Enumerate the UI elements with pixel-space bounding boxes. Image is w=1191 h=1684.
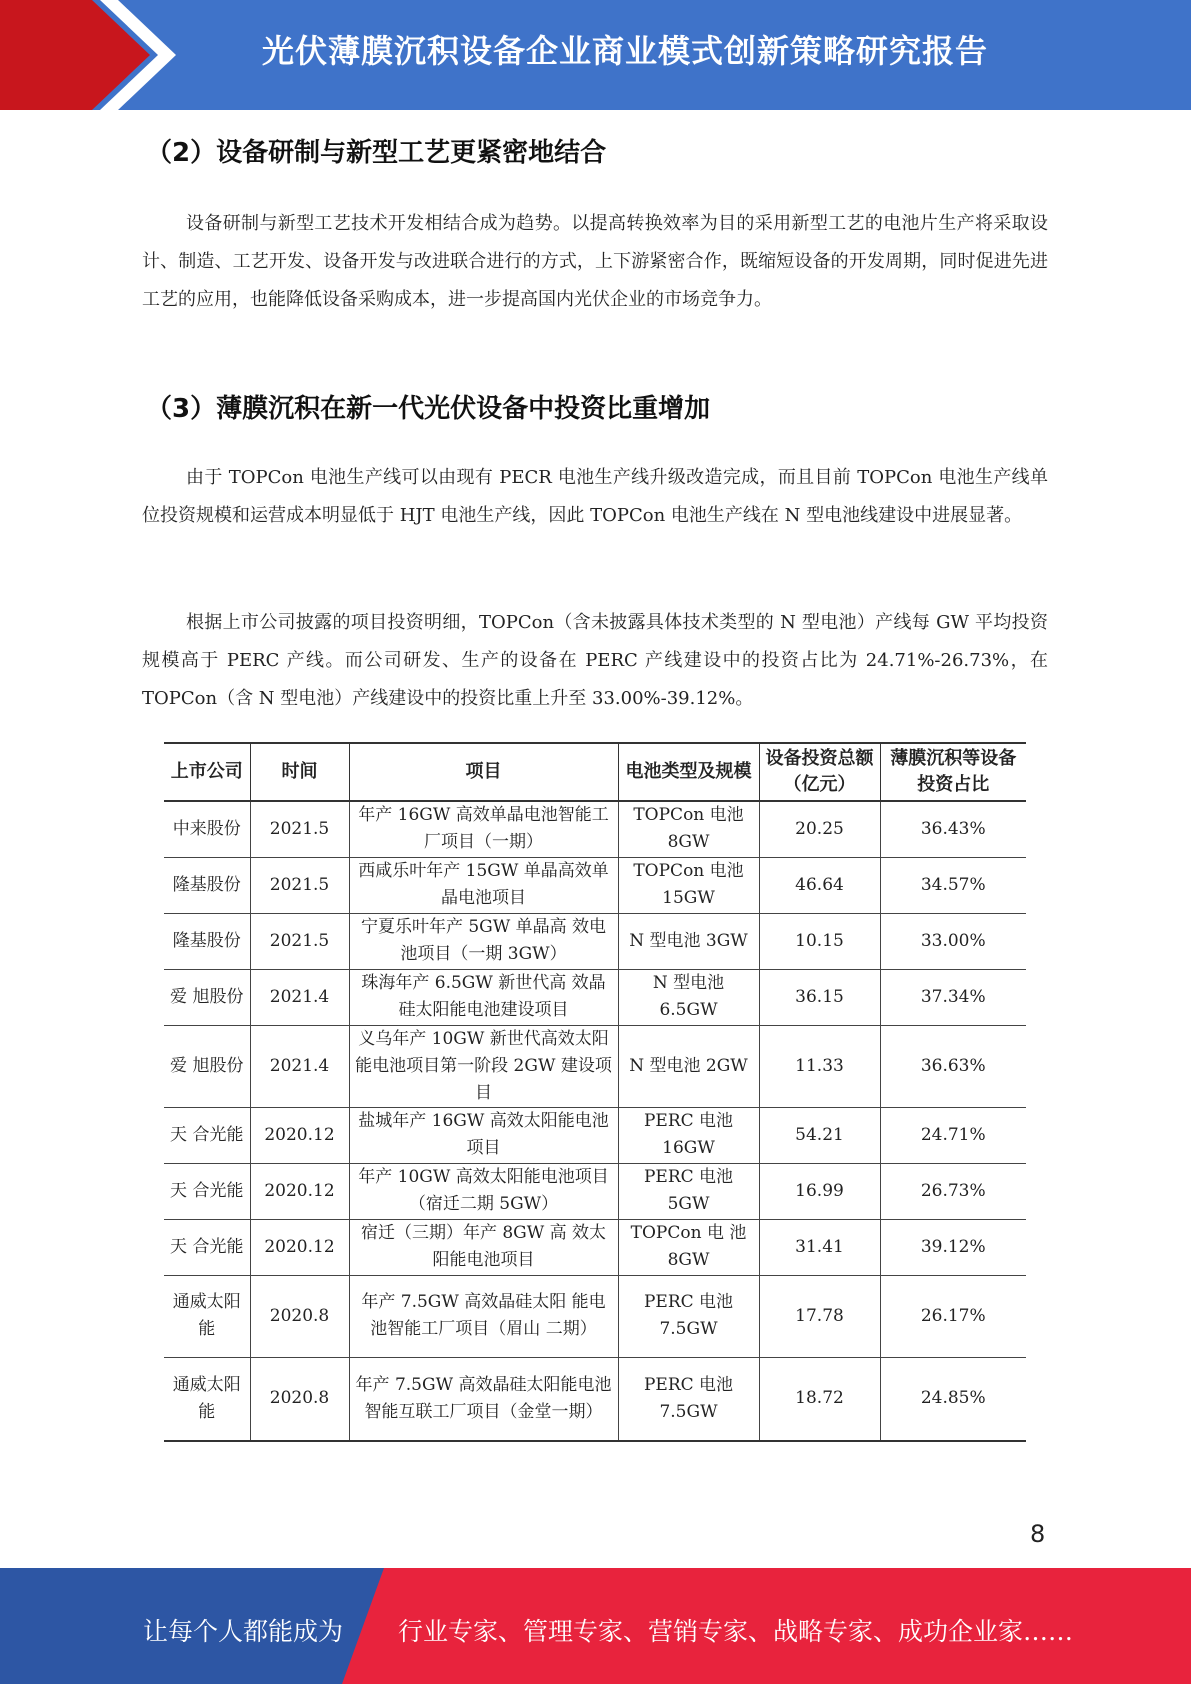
table-row bbox=[164, 857, 1026, 913]
cell-project: 年产 16GW 高效单晶电池智能工厂项目（一期） bbox=[349, 801, 618, 857]
cell-battery: PERC 电池 7.5GW bbox=[618, 1357, 759, 1441]
cell-battery: PERC 电池 16GW bbox=[618, 1107, 759, 1163]
footer-slogan-right: 行业专家、管理专家、营销专家、战略专家、成功企业家…… bbox=[398, 1617, 1074, 1646]
cell-project: 义乌年产 10GW 新世代高效太阳能电池项目第一阶段 2GW 建设项目 bbox=[349, 1025, 618, 1107]
section-3-paragraph-2: 根据上市公司披露的项目投资明细，TOPCon（含未披露具体技术类型的 N 型电池）产线每 GW 平均投资规模高于 PERC 产线。而公司研发、生产的设备在 PERC 产线建设中的投资占比为 24.71%-26.73%，在 TOPCon（含 N 型电池）产线建设中的投资比重上升至 33.00%-39.12%。 bbox=[142, 612, 1048, 709]
cell-ratio: 24.71% bbox=[880, 1107, 1026, 1163]
section-3-paragraph-1: 由于 TOPCon 电池生产线可以由现有 PECR 电池生产线升级改造完成，而且目前 TOPCon 电池生产线单位投资规模和运营成本明显低于 HJT 电池生产线，因此 TOPCon 电池生产线在 N 型电池线建设中进展显著。 bbox=[142, 467, 1048, 526]
cell-investment: 54.21 bbox=[759, 1107, 880, 1163]
cell-investment: 20.25 bbox=[759, 801, 880, 857]
cell-company: 通威太阳能 bbox=[164, 1275, 250, 1357]
column-header-investment: 设备投资总额（亿元） bbox=[759, 743, 880, 801]
cell-investment: 17.78 bbox=[759, 1275, 880, 1357]
investment-table bbox=[164, 742, 1026, 1442]
cell-ratio: 34.57% bbox=[880, 857, 1026, 913]
cell-ratio: 36.63% bbox=[880, 1025, 1026, 1107]
cell-time: 2020.12 bbox=[250, 1219, 349, 1275]
cell-ratio: 26.73% bbox=[880, 1163, 1026, 1219]
table-row bbox=[164, 1357, 1026, 1441]
table-row bbox=[164, 1163, 1026, 1219]
cell-project: 盐城年产 16GW 高效太阳能电池项目 bbox=[349, 1107, 618, 1163]
cell-time: 2021.5 bbox=[250, 913, 349, 969]
column-header-ratio: 薄膜沉积等设备投资占比 bbox=[880, 743, 1026, 801]
cell-project: 珠海年产 6.5GW 新世代高 效晶硅太阳能电池建设项目 bbox=[349, 969, 618, 1025]
cell-ratio: 26.17% bbox=[880, 1275, 1026, 1357]
cell-time: 2021.5 bbox=[250, 801, 349, 857]
cell-ratio: 39.12% bbox=[880, 1219, 1026, 1275]
cell-company: 爱 旭股份 bbox=[164, 1025, 250, 1107]
cell-investment: 18.72 bbox=[759, 1357, 880, 1441]
cell-project: 年产 7.5GW 高效晶硅太阳 能电池智能工厂项目（眉山 二期） bbox=[349, 1275, 618, 1357]
cell-project: 年产 10GW 高效太阳能电池项目（宿迁二期 5GW） bbox=[349, 1163, 618, 1219]
table-row bbox=[164, 1219, 1026, 1275]
cell-company: 爱 旭股份 bbox=[164, 969, 250, 1025]
page-footer bbox=[0, 1568, 1191, 1684]
cell-project: 西咸乐叶年产 15GW 单晶高效单晶电池项目 bbox=[349, 857, 618, 913]
cell-project: 宁夏乐叶年产 5GW 单晶高 效电池项目（一期 3GW） bbox=[349, 913, 618, 969]
cell-investment: 36.15 bbox=[759, 969, 880, 1025]
cell-company: 隆基股份 bbox=[164, 913, 250, 969]
cell-battery: TOPCon 电池 8GW bbox=[618, 801, 759, 857]
cell-battery: N 型电池 6.5GW bbox=[618, 969, 759, 1025]
cell-battery: TOPCon 电 池 8GW bbox=[618, 1219, 759, 1275]
cell-ratio: 33.00% bbox=[880, 913, 1026, 969]
cell-investment: 46.64 bbox=[759, 857, 880, 913]
table-row bbox=[164, 913, 1026, 969]
cell-company: 隆基股份 bbox=[164, 857, 250, 913]
table-row bbox=[164, 1025, 1026, 1107]
cell-company: 天 合光能 bbox=[164, 1107, 250, 1163]
cell-time: 2020.12 bbox=[250, 1163, 349, 1219]
footer-slogan-left: 让每个人都能成为 bbox=[143, 1617, 344, 1646]
cell-company: 天 合光能 bbox=[164, 1163, 250, 1219]
table-row bbox=[164, 1107, 1026, 1163]
cell-time: 2021.4 bbox=[250, 1025, 349, 1107]
cell-company: 中来股份 bbox=[164, 801, 250, 857]
page-number: 8 bbox=[1030, 1520, 1046, 1548]
cell-time: 2021.5 bbox=[250, 857, 349, 913]
cell-time: 2021.4 bbox=[250, 969, 349, 1025]
document-title: 光伏薄膜沉积设备企业商业模式创新策略研究报告 bbox=[262, 32, 989, 70]
cell-time: 2020.8 bbox=[250, 1357, 349, 1441]
section-2-paragraph: 设备研制与新型工艺技术开发相结合成为趋势。以提高转换效率为目的采用新型工艺的电池片生产将采取设计、制造、工艺开发、设备开发与改进联合进行的方式，上下游紧密合作，既缩短设备的开发周期，同时促进先进工艺的应用，也能降低设备采购成本，进一步提高国内光伏企业的市场竞争力。 bbox=[142, 213, 1048, 310]
cell-time: 2020.12 bbox=[250, 1107, 349, 1163]
cell-battery: N 型电池 3GW bbox=[618, 913, 759, 969]
cell-battery: PERC 电池 5GW bbox=[618, 1163, 759, 1219]
cell-ratio: 24.85% bbox=[880, 1357, 1026, 1441]
cell-ratio: 36.43% bbox=[880, 801, 1026, 857]
table-header-row bbox=[164, 743, 1026, 801]
cell-project: 宿迁（三期）年产 8GW 高 效太阳能电池项目 bbox=[349, 1219, 618, 1275]
page-header bbox=[0, 0, 1191, 110]
column-header-battery: 电池类型及规模 bbox=[618, 743, 759, 801]
cell-company: 天 合光能 bbox=[164, 1219, 250, 1275]
section-3-heading: （3）薄膜沉积在新一代光伏设备中投资比重增加 bbox=[146, 394, 711, 424]
cell-project: 年产 7.5GW 高效晶硅太阳能电池智能互联工厂项目（金堂一期） bbox=[349, 1357, 618, 1441]
column-header-company: 上市公司 bbox=[164, 743, 250, 801]
cell-investment: 11.33 bbox=[759, 1025, 880, 1107]
table-row bbox=[164, 801, 1026, 857]
column-header-time: 时间 bbox=[250, 743, 349, 801]
cell-battery: TOPCon 电池 15GW bbox=[618, 857, 759, 913]
column-header-project: 项目 bbox=[349, 743, 618, 801]
table-row bbox=[164, 1275, 1026, 1357]
cell-investment: 10.15 bbox=[759, 913, 880, 969]
cell-investment: 31.41 bbox=[759, 1219, 880, 1275]
table-row bbox=[164, 969, 1026, 1025]
cell-battery: N 型电池 2GW bbox=[618, 1025, 759, 1107]
cell-ratio: 37.34% bbox=[880, 969, 1026, 1025]
cell-battery: PERC 电池 7.5GW bbox=[618, 1275, 759, 1357]
cell-company: 通威太阳能 bbox=[164, 1357, 250, 1441]
cell-investment: 16.99 bbox=[759, 1163, 880, 1219]
section-2-heading: （2）设备研制与新型工艺更紧密地结合 bbox=[146, 138, 607, 168]
cell-time: 2020.8 bbox=[250, 1275, 349, 1357]
